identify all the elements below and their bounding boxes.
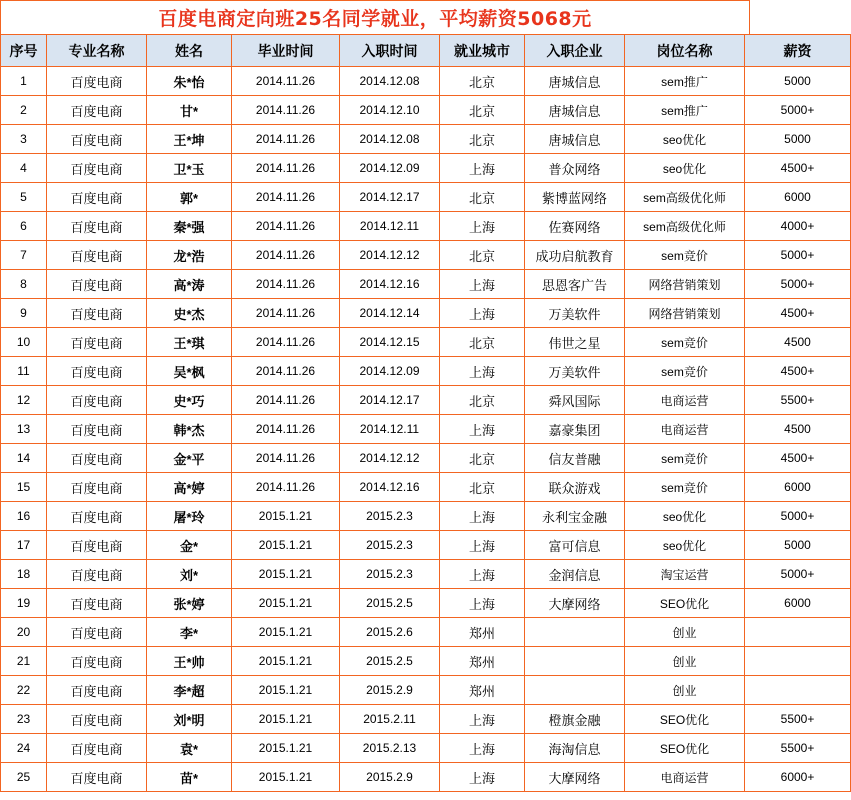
cell-position: sem竞价 [625,473,745,502]
cell-index: 3 [1,125,47,154]
cell-graduation-date: 2015.1.21 [232,647,340,676]
table-header-row [1,35,851,67]
table-row [1,357,851,386]
cell-entry-date: 2014.12.12 [340,444,440,473]
table-row [1,299,851,328]
cell-index: 17 [1,531,47,560]
cell-major: 百度电商 [47,270,147,299]
cell-position: 网络营销策划 [625,299,745,328]
cell-salary: 5000 [745,125,851,154]
cell-major: 百度电商 [47,154,147,183]
cell-name: 卫*玉 [147,154,232,183]
cell-entry-date: 2014.12.09 [340,357,440,386]
table-body [1,67,851,792]
cell-company: 永利宝金融 [525,502,625,531]
cell-position: sem竞价 [625,444,745,473]
table-row [1,241,851,270]
cell-entry-date: 2015.2.3 [340,502,440,531]
cell-city: 北京 [440,183,525,212]
cell-index: 20 [1,618,47,647]
cell-position: sem高级优化师 [625,212,745,241]
page-title: 百度电商定向班25名同学就业，平均薪资5068元 [158,8,592,30]
cell-salary: 6000 [745,589,851,618]
cell-name: 龙*浩 [147,241,232,270]
cell-position: 电商运营 [625,763,745,792]
cell-entry-date: 2015.2.13 [340,734,440,763]
cell-index: 9 [1,299,47,328]
table-row [1,618,851,647]
cell-major: 百度电商 [47,183,147,212]
cell-name: 甘* [147,96,232,125]
cell-graduation-date: 2014.11.26 [232,299,340,328]
table-row [1,212,851,241]
cell-company: 大摩网络 [525,763,625,792]
cell-salary: 6000 [745,473,851,502]
cell-position: SEO优化 [625,734,745,763]
cell-graduation-date: 2015.1.21 [232,618,340,647]
cell-name: 王*帅 [147,647,232,676]
cell-major: 百度电商 [47,125,147,154]
cell-entry-date: 2015.2.5 [340,589,440,618]
table-row [1,473,851,502]
cell-index: 7 [1,241,47,270]
cell-company: 唐城信息 [525,125,625,154]
cell-entry-date: 2014.12.08 [340,125,440,154]
cell-name: 秦*强 [147,212,232,241]
cell-position: 创业 [625,618,745,647]
cell-major: 百度电商 [47,531,147,560]
cell-graduation-date: 2014.11.26 [232,357,340,386]
cell-major: 百度电商 [47,415,147,444]
cell-salary [745,647,851,676]
cell-company: 思恩客广告 [525,270,625,299]
cell-graduation-date: 2015.1.21 [232,763,340,792]
cell-entry-date: 2015.2.3 [340,560,440,589]
cell-name: 朱*怡 [147,67,232,96]
cell-index: 22 [1,676,47,705]
cell-city: 郑州 [440,618,525,647]
cell-company [525,647,625,676]
cell-company: 海淘信息 [525,734,625,763]
cell-name: 李*超 [147,676,232,705]
table-row [1,183,851,212]
cell-position: sem竞价 [625,328,745,357]
cell-graduation-date: 2014.11.26 [232,183,340,212]
cell-company: 普众网络 [525,154,625,183]
cell-major: 百度电商 [47,444,147,473]
cell-index: 12 [1,386,47,415]
cell-company: 佐赛网络 [525,212,625,241]
cell-graduation-date: 2015.1.21 [232,531,340,560]
cell-index: 5 [1,183,47,212]
cell-major: 百度电商 [47,241,147,270]
cell-position: 电商运营 [625,415,745,444]
cell-position: 创业 [625,676,745,705]
cell-major: 百度电商 [47,618,147,647]
cell-company: 唐城信息 [525,67,625,96]
table-row [1,67,851,96]
cell-entry-date: 2014.12.08 [340,67,440,96]
cell-company: 紫博蓝网络 [525,183,625,212]
employment-table [0,34,851,792]
cell-city: 上海 [440,705,525,734]
cell-position: sem高级优化师 [625,183,745,212]
table-row [1,154,851,183]
cell-city: 北京 [440,386,525,415]
cell-index: 15 [1,473,47,502]
cell-entry-date: 2015.2.5 [340,647,440,676]
cell-graduation-date: 2014.11.26 [232,212,340,241]
cell-entry-date: 2015.2.3 [340,531,440,560]
cell-index: 14 [1,444,47,473]
cell-major: 百度电商 [47,560,147,589]
cell-salary: 4500+ [745,154,851,183]
cell-salary: 5000+ [745,560,851,589]
cell-city: 上海 [440,357,525,386]
cell-name: 郭* [147,183,232,212]
table-row [1,705,851,734]
table-row [1,502,851,531]
cell-salary: 4000+ [745,212,851,241]
cell-entry-date: 2014.12.15 [340,328,440,357]
cell-city: 上海 [440,415,525,444]
cell-graduation-date: 2014.11.26 [232,270,340,299]
cell-city: 郑州 [440,676,525,705]
cell-entry-date: 2015.2.11 [340,705,440,734]
cell-position: 网络营销策划 [625,270,745,299]
cell-company: 嘉豪集团 [525,415,625,444]
cell-entry-date: 2014.12.12 [340,241,440,270]
cell-graduation-date: 2014.11.26 [232,328,340,357]
cell-salary: 4500+ [745,299,851,328]
cell-position: SEO优化 [625,589,745,618]
cell-major: 百度电商 [47,763,147,792]
cell-name: 王*琪 [147,328,232,357]
cell-index: 8 [1,270,47,299]
cell-index: 11 [1,357,47,386]
cell-position: sem竞价 [625,241,745,270]
table-row [1,270,851,299]
cell-city: 上海 [440,531,525,560]
cell-position: SEO优化 [625,705,745,734]
cell-company: 舜风国际 [525,386,625,415]
cell-salary: 4500+ [745,444,851,473]
cell-name: 吴*枫 [147,357,232,386]
cell-company: 信友普融 [525,444,625,473]
cell-company: 成功启航教育 [525,241,625,270]
cell-entry-date: 2014.12.16 [340,473,440,502]
cell-index: 24 [1,734,47,763]
cell-name: 金* [147,531,232,560]
cell-index: 4 [1,154,47,183]
cell-entry-date: 2014.12.11 [340,212,440,241]
cell-major: 百度电商 [47,705,147,734]
cell-name: 王*坤 [147,125,232,154]
cell-company: 金润信息 [525,560,625,589]
table-row [1,647,851,676]
cell-city: 上海 [440,154,525,183]
cell-position: 创业 [625,647,745,676]
cell-position: seo优化 [625,125,745,154]
cell-salary: 4500+ [745,357,851,386]
cell-salary: 5500+ [745,386,851,415]
cell-name: 屠*玲 [147,502,232,531]
cell-company: 伟世之星 [525,328,625,357]
cell-city: 郑州 [440,647,525,676]
cell-graduation-date: 2014.11.26 [232,241,340,270]
table-row [1,589,851,618]
cell-major: 百度电商 [47,67,147,96]
cell-index: 23 [1,705,47,734]
cell-entry-date: 2015.2.9 [340,763,440,792]
cell-entry-date: 2014.12.09 [340,154,440,183]
cell-salary [745,618,851,647]
cell-name: 张*婷 [147,589,232,618]
cell-position: sem推广 [625,67,745,96]
cell-major: 百度电商 [47,647,147,676]
cell-city: 北京 [440,125,525,154]
cell-company: 大摩网络 [525,589,625,618]
cell-salary [745,676,851,705]
cell-salary: 4500 [745,328,851,357]
cell-entry-date: 2014.12.10 [340,96,440,125]
cell-salary: 5000+ [745,241,851,270]
cell-name: 苗* [147,763,232,792]
cell-salary: 5000+ [745,270,851,299]
cell-salary: 5000+ [745,502,851,531]
cell-salary: 5000+ [745,96,851,125]
cell-major: 百度电商 [47,357,147,386]
cell-major: 百度电商 [47,96,147,125]
cell-major: 百度电商 [47,676,147,705]
cell-index: 1 [1,67,47,96]
cell-company [525,618,625,647]
cell-salary: 4500 [745,415,851,444]
cell-major: 百度电商 [47,212,147,241]
cell-entry-date: 2015.2.6 [340,618,440,647]
cell-city: 上海 [440,299,525,328]
cell-graduation-date: 2014.11.26 [232,125,340,154]
cell-name: 史*杰 [147,299,232,328]
cell-city: 上海 [440,589,525,618]
cell-entry-date: 2014.12.14 [340,299,440,328]
cell-index: 19 [1,589,47,618]
cell-city: 上海 [440,734,525,763]
table-row [1,96,851,125]
cell-city: 上海 [440,502,525,531]
cell-entry-date: 2015.2.9 [340,676,440,705]
cell-name: 史*巧 [147,386,232,415]
cell-index: 2 [1,96,47,125]
cell-major: 百度电商 [47,328,147,357]
cell-city: 上海 [440,212,525,241]
cell-name: 高*涛 [147,270,232,299]
column-header-entry-date: 入职时间 [340,35,440,67]
cell-company: 富可信息 [525,531,625,560]
cell-graduation-date: 2014.11.26 [232,415,340,444]
cell-index: 16 [1,502,47,531]
cell-major: 百度电商 [47,734,147,763]
cell-position: 电商运营 [625,386,745,415]
cell-major: 百度电商 [47,502,147,531]
cell-city: 北京 [440,473,525,502]
cell-salary: 5000 [745,531,851,560]
cell-entry-date: 2014.12.16 [340,270,440,299]
cell-entry-date: 2014.12.11 [340,415,440,444]
cell-city: 北京 [440,328,525,357]
cell-major: 百度电商 [47,386,147,415]
cell-city: 上海 [440,763,525,792]
cell-graduation-date: 2015.1.21 [232,676,340,705]
cell-company: 唐城信息 [525,96,625,125]
cell-graduation-date: 2014.11.26 [232,154,340,183]
cell-name: 韩*杰 [147,415,232,444]
cell-graduation-date: 2014.11.26 [232,96,340,125]
table-row [1,676,851,705]
cell-graduation-date: 2014.11.26 [232,386,340,415]
cell-name: 袁* [147,734,232,763]
cell-index: 13 [1,415,47,444]
cell-company: 联众游戏 [525,473,625,502]
cell-city: 北京 [440,96,525,125]
cell-index: 25 [1,763,47,792]
cell-graduation-date: 2015.1.21 [232,734,340,763]
cell-major: 百度电商 [47,473,147,502]
table-row [1,328,851,357]
cell-salary: 5500+ [745,705,851,734]
table-row [1,125,851,154]
table-row [1,415,851,444]
cell-index: 10 [1,328,47,357]
column-header-salary: 薪资 [745,35,851,67]
cell-company [525,676,625,705]
cell-company: 橙旗金融 [525,705,625,734]
cell-position: sem竞价 [625,357,745,386]
column-header-city: 就业城市 [440,35,525,67]
cell-graduation-date: 2015.1.21 [232,560,340,589]
cell-major: 百度电商 [47,299,147,328]
column-header-company: 入职企业 [525,35,625,67]
cell-salary: 5500+ [745,734,851,763]
column-header-position: 岗位名称 [625,35,745,67]
cell-salary: 6000 [745,183,851,212]
table-row [1,386,851,415]
cell-graduation-date: 2015.1.21 [232,705,340,734]
cell-position: 淘宝运营 [625,560,745,589]
cell-company: 万美软件 [525,357,625,386]
cell-entry-date: 2014.12.17 [340,386,440,415]
cell-name: 刘*明 [147,705,232,734]
cell-company: 万美软件 [525,299,625,328]
title-bar [0,0,750,34]
cell-position: seo优化 [625,502,745,531]
cell-position: seo优化 [625,531,745,560]
cell-index: 6 [1,212,47,241]
cell-entry-date: 2014.12.17 [340,183,440,212]
cell-graduation-date: 2014.11.26 [232,444,340,473]
cell-graduation-date: 2014.11.26 [232,473,340,502]
cell-index: 21 [1,647,47,676]
table-row [1,734,851,763]
column-header-index: 序号 [1,35,47,67]
cell-position: seo优化 [625,154,745,183]
table-row [1,444,851,473]
cell-salary: 5000 [745,67,851,96]
cell-index: 18 [1,560,47,589]
cell-graduation-date: 2014.11.26 [232,67,340,96]
cell-major: 百度电商 [47,589,147,618]
cell-city: 北京 [440,67,525,96]
table-row [1,560,851,589]
cell-city: 上海 [440,270,525,299]
column-header-major: 专业名称 [47,35,147,67]
cell-city: 北京 [440,241,525,270]
cell-city: 上海 [440,560,525,589]
cell-name: 高*婷 [147,473,232,502]
cell-position: sem推广 [625,96,745,125]
cell-name: 李* [147,618,232,647]
cell-name: 刘* [147,560,232,589]
cell-name: 金*平 [147,444,232,473]
column-header-graduation-date: 毕业时间 [232,35,340,67]
table-row [1,763,851,792]
cell-city: 北京 [440,444,525,473]
cell-graduation-date: 2015.1.21 [232,589,340,618]
cell-graduation-date: 2015.1.21 [232,502,340,531]
cell-salary: 6000+ [745,763,851,792]
column-header-name: 姓名 [147,35,232,67]
table-row [1,531,851,560]
